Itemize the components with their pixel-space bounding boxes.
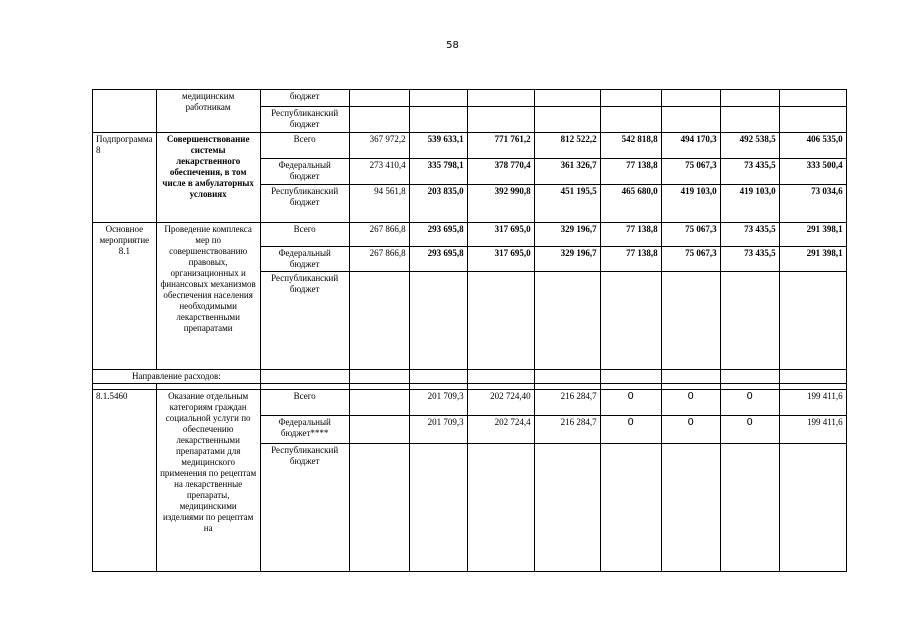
value-cell: 73 034,6 (779, 185, 846, 223)
value-cell: 367 972,2 (349, 133, 409, 159)
value-cell: 73 435,5 (720, 223, 779, 247)
value-cell: 329 196,7 (534, 247, 600, 272)
source-cell: Федеральный бюджет (260, 247, 349, 272)
table-row (93, 90, 847, 107)
value-cell: 273 410,4 (349, 159, 409, 185)
code-cell (93, 90, 157, 133)
value-cell: 216 284,7 (534, 390, 600, 416)
value-cell: 77 138,8 (600, 159, 661, 185)
code-cell: Основное мероприятие 8.1 (93, 223, 157, 370)
table-row (93, 223, 847, 247)
source-cell: Республиканский бюджет (260, 107, 349, 133)
value-cell: 94 561,8 (349, 185, 409, 223)
value-cell: 771 761,2 (467, 133, 534, 159)
value-cell: 73 435,5 (720, 247, 779, 272)
value-cell: 361 326,7 (534, 159, 600, 185)
table-row (93, 133, 847, 159)
value-cell: 75 067,3 (661, 247, 720, 272)
value-cell: 199 411,6 (779, 390, 846, 416)
value-cell: 542 818,8 (600, 133, 661, 159)
value-cell: 812 522,2 (534, 133, 600, 159)
value-cell: 267 866,8 (349, 223, 409, 247)
value-cell: 539 633,1 (409, 133, 467, 159)
value-cell: 293 695,8 (409, 247, 467, 272)
source-cell: Всего (260, 390, 349, 416)
name-cell: Совершенствование системы лекарственного обеспечения, в том числе в амбулаторных условиях (156, 133, 260, 223)
value-cell: 0 (720, 416, 779, 444)
source-cell: бюджет (260, 90, 349, 107)
name-cell: Проведение комплекса мер по совершенствованию правовых, организационных и финансовых механизмов обеспечения населения необходимыми лекарственными препаратами (156, 223, 260, 370)
value-cell: 267 866,8 (349, 247, 409, 272)
value-cell: 201 709,3 (409, 416, 467, 444)
source-cell: Республиканский бюджет (260, 272, 349, 370)
value-cell: 492 538,5 (720, 133, 779, 159)
table-row (93, 370, 847, 384)
value-cell: 291 398,1 (779, 223, 846, 247)
value-cell: 73 435,5 (720, 159, 779, 185)
value-cell: 216 284,7 (534, 416, 600, 444)
value-cell: 0 (720, 390, 779, 416)
value-cell: 317 695,0 (467, 223, 534, 247)
value-cell: 202 724,40 (467, 390, 534, 416)
value-cell: 392 990,8 (467, 185, 534, 223)
table-row (93, 390, 847, 416)
value-cell: 465 680,0 (600, 185, 661, 223)
value-cell: 329 196,7 (534, 223, 600, 247)
value-cell: 75 067,3 (661, 223, 720, 247)
source-cell: Федеральный бюджет**** (260, 416, 349, 444)
value-cell: 199 411,6 (779, 416, 846, 444)
value-cell (349, 416, 409, 444)
value-cell: 451 195,5 (534, 185, 600, 223)
value-cell: 378 770,4 (467, 159, 534, 185)
value-cell: 293 695,8 (409, 223, 467, 247)
name-cell: Оказание отдельным категориям граждан социальной услуги по обеспечению лекарственными препаратами для медицинского применения по рецептам на лекарственные препараты, медицинскими изделиями по рецептам на (156, 390, 260, 572)
name-cell: медицинским работникам (156, 90, 260, 133)
source-cell: Федеральный бюджет (260, 159, 349, 185)
value-cell: 335 798,1 (409, 159, 467, 185)
value-cell: 77 138,8 (600, 223, 661, 247)
page-number: 58 (446, 40, 459, 51)
value-cell: 419 103,0 (661, 185, 720, 223)
source-cell: Республиканский бюджет (260, 185, 349, 223)
value-cell: 75 067,3 (661, 159, 720, 185)
value-cell: 291 398,1 (779, 247, 846, 272)
value-cell: 406 535,0 (779, 133, 846, 159)
value-cell: 0 (600, 416, 661, 444)
source-cell: Всего (260, 223, 349, 247)
code-cell: 8.1.5460 (93, 390, 157, 572)
value-cell: 333 500,4 (779, 159, 846, 185)
value-cell: 0 (661, 390, 720, 416)
value-cell: 203 835,0 (409, 185, 467, 223)
value-cell: 317 695,0 (467, 247, 534, 272)
value-cell: 0 (661, 416, 720, 444)
direction-label: Направление расходов: (93, 370, 261, 384)
code-cell: Подпрограмма 8 (93, 133, 157, 223)
source-cell: Республиканский бюджет (260, 444, 349, 572)
value-cell: 77 138,8 (600, 247, 661, 272)
value-cell: 419 103,0 (720, 185, 779, 223)
value-cell: 494 170,3 (661, 133, 720, 159)
value-cell: 0 (600, 390, 661, 416)
budget-table (92, 89, 847, 572)
source-cell: Всего (260, 133, 349, 159)
value-cell: 201 709,3 (409, 390, 467, 416)
value-cell: 202 724,4 (467, 416, 534, 444)
value-cell (349, 390, 409, 416)
